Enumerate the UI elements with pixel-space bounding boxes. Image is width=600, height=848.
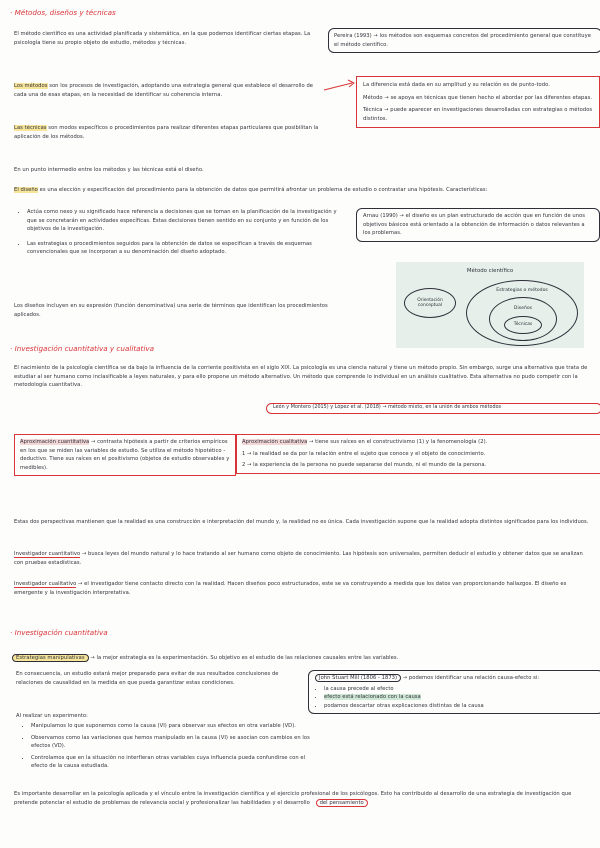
mill-intro: → podemos identificar una relación causa-efecto si:	[401, 675, 540, 681]
definition-metodos-text: son los procesos de investigación, adoptando una estrategia general que establece el desarrollo de cada una de esas etapas, en la necesidad de identificar su coherencia interna.	[14, 83, 314, 98]
term-estrategias-manipulativas: Estrategias manipulativas	[12, 654, 89, 662]
term-metodos: Los métodos	[14, 83, 48, 89]
list-item: • Observamos como las variaciones que hemos manipulado en la causa (VI) se asocian con cambios en los efectos (VD).	[31, 734, 321, 751]
diagram-disenos-label: Diseños	[513, 306, 533, 311]
methods-diagram	[396, 262, 584, 348]
note-diferencia-text: La diferencia está dada en su amplitud y su relación es de punto-todo.	[363, 82, 550, 88]
definition-tecnicas-text: son modos específicos o procedimientos para realizar diferentes etapas particulares que posibilitan la aplicación de los métodos.	[14, 125, 319, 140]
definition-diseno-text: es una elección y especificación del procedimiento para la obtención de datos que permitirá afrontar un problema de estudio o contrastar una hipótesis. Características:	[37, 187, 488, 193]
definition-metodos	[14, 82, 324, 99]
list-item: • Las estrategias o procedimientos seguidos para la obtención de datos se especifican a través de esquemas convencionales que se incorporan a su denominación del diseño adoptado.	[27, 240, 347, 257]
tag-pensamiento: del pensamiento	[316, 799, 368, 807]
box-aprox-cualitativa	[236, 434, 600, 474]
diagram-orientacion: Orientación conceptual	[404, 288, 456, 318]
note-tecnica	[363, 106, 593, 123]
paragraph-nacimiento: El nacimiento de la psicología científica se da bajo la influencia de la corriente positivista en el siglo XIX. La psicología es una ciencia natural y tiene un método propio. Sin embargo, surge una alternativa que trata de estudiar al ser humano como inclasificable a leyes naturales, y para ello propone un método alternativo. Un método que comprende lo individual en un análisis cualitativo. Esta alternativa no pudo competir con la metodología cuantitativa.	[14, 365, 588, 389]
section-heading-cuantitativa-cualitativa: · Investigación cuantitativa y cualitativa	[10, 344, 155, 353]
list-item: • Manipulamos lo que suponemos como la causa (VI) para observar sus efectos en otra variable (VD).	[31, 722, 321, 731]
experimento-list	[22, 722, 321, 771]
list-item	[324, 693, 597, 702]
paragraph-al-realizar: Al realizar un experimento:	[16, 713, 88, 719]
list-item: • la causa precede al efecto	[324, 685, 597, 694]
note-pereira: Pereira (1993) → los métodos son esquemas concretos del procedimiento general que constituye el método científico.	[328, 28, 600, 53]
aprox-cualitativa-title: Aproximación cualitativa	[242, 439, 308, 445]
diseno-characteristics-list	[18, 208, 347, 257]
investigador-cualitativo-text: → el investigador tiene contacto directo con la realidad. Hacen diseños poco estructurados, este se va construyendo a medida que los datos van proporcionando hallazgos. El diseño es emergente y la investigación interpretativa.	[14, 581, 567, 596]
list-item: • Actúa como nexo y su significado hace referencia a decisiones que se toman en la planificación de la investigación y que se concretarán en actividades específicas. Estas decisiones tienen sentido en su conjunto y en función de los objetivos de la investigación.	[27, 208, 347, 234]
paragraph-consecuencia: En consecuencia, un estudio estará mejor preparado para evitar de sus resultados conclusiones de relaciones de causalidad en la medida en que pueda garantizar estas condiciones.	[16, 671, 279, 686]
box-john-stuart-mill	[308, 670, 600, 714]
investigador-cualitativo	[14, 580, 590, 597]
diagram-tecnicas: Técnicas	[504, 316, 542, 334]
estrategias-manipulativas-text: → la mejor estrategia es la experimentación. Su objetivo es el estudio de las relaciones causales entre las variables.	[88, 655, 399, 661]
citation-metodo-mixto: León y Montero (2015) y López et al. (2018) → método mixto, en la unión de ambos métodos	[266, 403, 600, 414]
note-metodo	[363, 94, 593, 103]
diagram-estrategias-label: Estrategias o métodos	[496, 288, 548, 293]
term-investigador-cualitativo: Investigador cualitativo	[14, 581, 77, 587]
aprox-cuantitativa-text: → contrasta hipótesis a partir de criterios empíricos en los que se miden las variables de estudio. Se utiliza el método hipotético - deductivo. Tiene sus raíces en el positivismo (objetos de estudio observables y medibles).	[20, 439, 230, 471]
aprox-cuantitativa-title: Aproximación cuantitativa	[20, 439, 90, 445]
note-metodo-text: → se apoya en técnicas que tienen hecho el abordar por las diferentes etapas.	[382, 94, 593, 101]
aprox-cualitativa-1: 1 → la realidad se da por la relación entre el sujeto que conoce y el objeto de conocimiento.	[242, 450, 486, 457]
arrow-to-note	[322, 78, 358, 92]
note-arnau: Arnau (1990) → el diseño es un plan estructurado de acción que en función de unos objetivos básicos está orientado a la obtención de información o datos relevantes a los problemas.	[356, 208, 600, 242]
diagram-disenos	[489, 297, 557, 341]
paragraph-importante-text: Es importante desarrollar en la psicología aplicada y el vínculo entre la investigación científica y el ejercicio profesional de los psicólogos. Esto ha contribuido al desarrollo de una estrategia de investigación que pretende potenciar el estudio de problemas de relevancia social y profesionalizar las habilidades y el desarrollo	[14, 791, 572, 806]
aprox-cualitativa-header	[242, 438, 596, 447]
aprox-cualitativa-2: 2 → la experiencia de la persona no puede separarse del mundo, ni el mundo de la persona.	[242, 462, 487, 469]
paragraph-metodo-cientifico: El método científico es una actividad planificada y sistemática, en la que podemos identificar ciertas etapas. La psicología tiene su propio objeto de estudio, métodos y técnicas.	[14, 31, 311, 46]
paragraph-perspectivas: Estas dos perspectivas mantienen que la realidad es una construcción e interpretación del mundo y, la realidad no es única. Cada investigación supone que la realidad adopta distintos significados para los individuos.	[14, 519, 589, 525]
box-aprox-cuantitativa	[14, 434, 236, 476]
note-metodo-label: Método	[363, 94, 383, 101]
section-heading-cuantitativa: · Investigación cuantitativa	[10, 628, 108, 637]
estrategias-manipulativas	[12, 654, 592, 663]
diagram-estrategias	[466, 280, 578, 346]
definition-diseno	[14, 186, 590, 195]
note-diferencia	[356, 76, 600, 128]
mill-header	[315, 674, 597, 683]
aprox-cualitativa-text: → tiene sus raíces en el constructivismo (1) y la fenomenología (2).	[307, 439, 488, 445]
investigador-cuantitativo	[14, 550, 590, 567]
term-diseno: El diseño	[14, 187, 38, 193]
note-tecnica-text: → puede aparecer en investigaciones desarrolladas con estrategias o métodos distintos.	[363, 107, 593, 122]
note-tecnica-label: Técnica	[363, 107, 383, 114]
diagram-title: Método científico	[466, 268, 514, 274]
paragraph-disenos: Los diseños incluyen en su expresión (función denominativa) una serie de términos que identifican los procedimientos aplicados.	[14, 303, 328, 318]
investigador-cuantitativo-text: → busca leyes del mundo natural y lo hace tratando al ser humano como objeto de conocimiento. Las hipótesis son universales, permiten deducir el estudio y obtener datos que se analizan con pruebas estadísticas.	[14, 551, 583, 566]
definition-tecnicas	[14, 124, 324, 141]
mill-highlighted-item: efecto está relacionado con la causa	[324, 694, 421, 701]
mill-conditions-list	[315, 685, 597, 711]
list-item: • podamos descartar otras explicaciones distintas de la causa	[324, 702, 597, 711]
paragraph-punto-intermedio: En un punto intermedio entre los métodos y las técnicas está el diseño.	[14, 167, 204, 173]
term-investigador-cuantitativo: Investigador cuantitativo	[14, 551, 81, 557]
section-heading-metodos: · Métodos, diseños y técnicas	[10, 8, 116, 17]
paragraph-importante	[14, 790, 594, 807]
list-item: • Controlamos que en la situación no interfieran otras variables cuya influencia pueda confundirse con el efecto de la causa estudiada.	[31, 754, 321, 771]
term-tecnicas: Las técnicas	[14, 125, 47, 131]
mill-title: John Stuart Mill (1806 - 1873)	[315, 674, 401, 682]
